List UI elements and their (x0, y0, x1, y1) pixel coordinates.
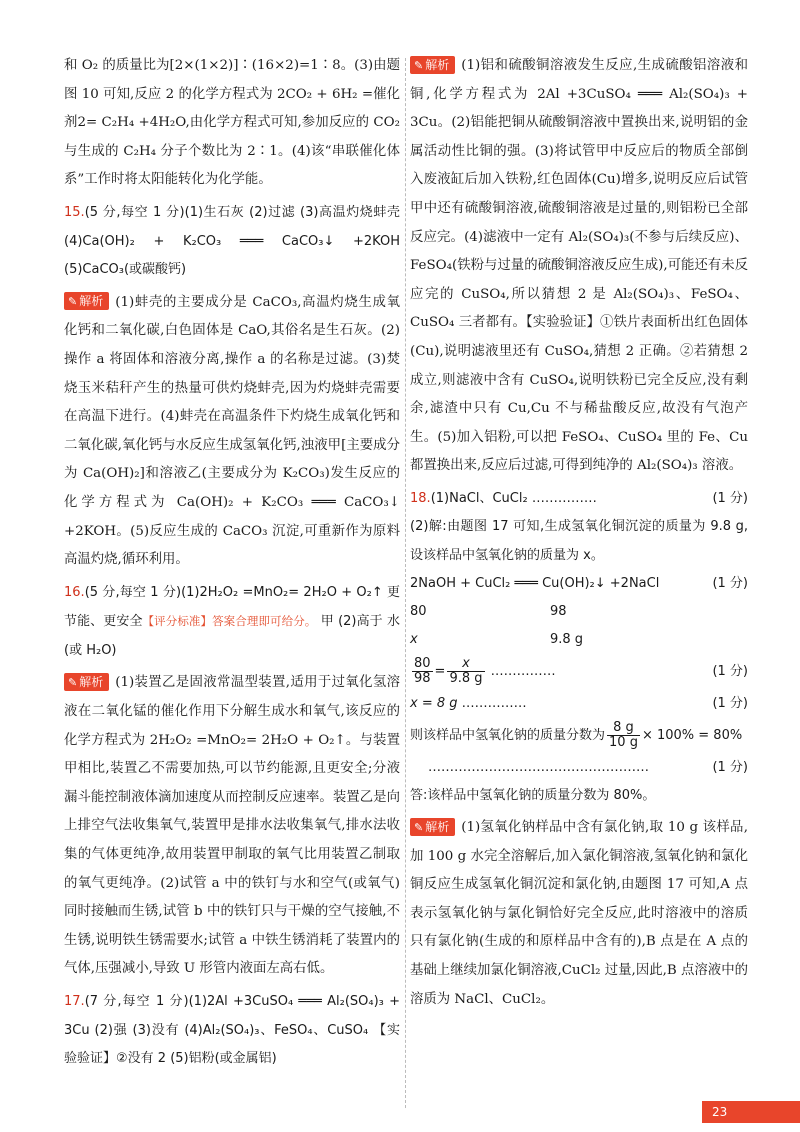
explanation-tag: ✎ 解析 (64, 673, 109, 691)
leader-dots: …………… (461, 696, 527, 712)
q18-part1: 18.(1)NaCl、CuCl₂ …………… (1 分) (410, 485, 748, 513)
left-column (64, 52, 400, 1078)
right-column (410, 52, 748, 1018)
pencil-icon: ✎ (414, 820, 424, 834)
explanation-q17 (410, 52, 748, 481)
pencil-icon: ✎ (68, 295, 78, 309)
answer-text: (5 分,每空 1 分)(1)2H₂O₂ =MnO₂= 2H₂O + O₂↑ 更节能、更安全 (64, 584, 400, 630)
explanation-q15 (64, 289, 400, 575)
answer-text: (7 分,每空 1 分)(1)2Al +3CuSO₄ ═══ Al₂(SO₄)₃ + 3Cu (2)强 (3)没有 (4)Al₂(SO₄)₃、FeSO₄、CuSO₄ 【实验验证】②没有 2 (5)铝粉(或金属铝) (64, 994, 400, 1067)
question-number: 15. (64, 204, 85, 220)
question-number: 18. (410, 490, 431, 506)
percentage-row: 则该样品中氢氧化钠的质量分数为 $\frac{8 g}{10 g}$ × 100% = 80% (410, 720, 743, 751)
answer-q15 (64, 199, 400, 285)
answer-text: (5 分,每空 1 分)(1)生石灰 (2)过滤 (3)高温灼烧蚌壳 (4)Ca(OH)₂ + K₂CO₃ ═══ CaCO₃↓ +2KOH (5)CaCO₃(或碳酸钙) (64, 204, 400, 278)
q18-part2-intro: (2)解:由题图 17 可知,生成氢氧化铜沉淀的质量为 9.8 g,设该样品中氢氧化钠的质量为 x。 (410, 518, 748, 563)
page-number: 23 (702, 1101, 800, 1123)
fraction: $\frac{80}{98}$ (414, 656, 431, 687)
score-point: (1 分) (712, 760, 748, 776)
explanation-tag: ✎ 解析 (410, 818, 455, 836)
result-row: x = 8 g …………… (1 分) (410, 690, 748, 718)
explanation-text: (1)铝和硫酸铜溶液发生反应,生成硫酸铝溶液和铜,化学方程式为 2Al +3CuSO₄ ═══ Al₂(SO₄)₃ + 3Cu。(2)铝能把铜从硫酸铜溶液中置换出来,说明铝的金属活动性比铜的强。(3)将试管甲中反应后的物质全部倒入废液缸后加入铁粉,红色固体(Cu)增多,说明反应后试管甲中还有硫酸铜溶液,硫酸铜溶液是过量的,则铝粉已全部反应完。(4)滤液中一定有 Al₂(SO₄)₃(不参与后续反应)、FeSO₄(铁粉与过量的硫酸铜溶液反应生成),可能还有未反应完的 CuSO₄,所以猜想 2 是 Al₂(SO₄)₃、FeSO₄、CuSO₄ 三者都有。【实验验证】①铁片表面析出红色固体(Cu),说明滤液里还有 CuSO₄,猜想 2 正确。②若猜想 2 成立,则滤液中含有 CuSO₄,说明铁粉已完全反应,没有剩余,滤渣中只有 Cu,Cu 不与稀盐酸反应,故没有气泡产生。(5)加入铝粉,可以把 FeSO₄、CuSO₄ 里的 Fe、Cu 都置换出来,反应后过滤,可得到纯净的 Al₂(SO₄)₃ 溶液。 (410, 58, 748, 474)
explanation-q16 (64, 669, 400, 984)
mass-row: x 9.8 g (410, 632, 584, 648)
pencil-icon: ✎ (68, 675, 78, 689)
explanation-text: (1)氢氧化钠样品中含有氯化钠,取 10 g 该样品,加 100 g 水完全溶解后,加入氯化铜溶液,氢氧化钠和氯化铜反应生成氢氧化铜沉淀和氯化钠,由题图 17 可知,A 点表示氢氧化钠与氯化铜恰好完全反应,此时溶液中的溶质只有氯化钠(生成的和原样品中含有的),B 点是在 A 点的基础上继续加氯化铜溶液,CuCl₂ 过量,因此,B 点溶液中的溶质为 NaCl、CuCl₂。 (410, 820, 748, 1007)
score-point: (1 分) (712, 664, 748, 680)
explanation-q18 (410, 814, 748, 1014)
dots-row (410, 754, 748, 782)
explanation-text: (1)装置乙是固液常温型装置,适用于过氧化氢溶液在二氧化锰的催化作用下分解生成水和氧气,该反应的化学方程式为 2H₂O₂ =MnO₂= 2H₂O + O₂↑。与装置甲相比,装置乙不需要加热,可以节约能源,且更安全;分液漏斗能控制液体滴加速度从而控制反应速率。装置乙是向上排空气法收集氧气,装置甲是排水法收集氧气,排水法收集的气体更纯净,故用装置甲制取的氧气比用装置乙制取的氧气更纯净。(2)试管 a 中的铁钉与水和空气(或氧气)同时接触而生锈,试管 b 中的铁钉只与干燥的空气接触,不生锈,说明铁生锈需要水;试管 a 中铁生锈消耗了装置内的气体,压强减小,导致 U 形管内液面左高右低。 (64, 675, 400, 977)
explanation-tag: ✎ 解析 (410, 56, 455, 74)
molar-mass-row: 80 98 (410, 604, 567, 620)
column-divider (405, 58, 406, 1108)
score-point: (1 分) (712, 576, 748, 592)
score-point: (1 分) (712, 696, 748, 712)
answer-paragraph-q14-cont: 和 O₂ 的质量比为[2×(1×2)]∶(16×2)=1∶8。(3)由题图 10 可知,反应 2 的化学方程式为 2CO₂ + 6H₂ =催化剂2= C₂H₄ +4H₂O,由化学方程式可知,参加反应的 CO₂ 与生成的 C₂H₄ 分子个数比为 2∶1。(4)该“串联催化体系”工作时将太阳能转化为化学能。 (64, 58, 400, 188)
question-number: 16. (64, 584, 85, 600)
answer-q17 (64, 988, 400, 1074)
fraction: $\frac{8 g}{10 g}$ (609, 720, 638, 751)
pencil-icon: ✎ (414, 58, 424, 72)
answer-text-cont: 甲 (2)高于 水(或 H₂O) (64, 614, 400, 658)
explanation-tag: ✎ 解析 (64, 292, 109, 310)
answer-q16 (64, 579, 400, 666)
question-number: 17. (64, 994, 85, 1009)
chem-equation: 2NaOH + CuCl₂ ═══ Cu(OH)₂↓ +2NaCl (1 分) (410, 570, 748, 598)
leader-dots: …………………………………………… (428, 760, 649, 776)
answer-q18 (410, 485, 748, 810)
leader-dots: …………… (490, 664, 556, 680)
explanation-text: (1)蚌壳的主要成分是 CaCO₃,高温灼烧生成氧化钙和二氧化碳,白色固体是 CaO,其俗名是生石灰。(2)操作 a 将固体和溶液分离,操作 a 的名称是过滤。(3)焚烧玉米秸秆产生的热量可供灼烧蚌壳,因为灼烧蚌壳需要在高温下进行。(4)蚌壳在高温条件下灼烧生成氧化钙和二氧化碳,氧化钙与水反应生成氢氧化钙,浊液甲[主要成分为 Ca(OH)₂]和溶液乙(主要成分为 K₂CO₃)发生反应的化学方程式为 Ca(OH)₂ + K₂CO₃ ═══ CaCO₃↓ +2KOH。(5)反应生成的 CaCO₃ 沉淀,可重新作为原料高温灼烧,循环利用。 (64, 294, 400, 568)
leader-dots: …………… (531, 490, 597, 506)
scoring-note: 【评分标准】答案合理即可给分。 (142, 614, 317, 629)
fraction: $\frac{x}{9.8 g}$ (449, 656, 483, 687)
final-answer: 答:该样品中氢氧化钠的质量分数为 80%。 (410, 788, 656, 804)
proportion-row: $\frac{80}{98}$ = $\frac{x}{9.8 g}$ …………… (1 分) (410, 654, 748, 690)
score-point: (1 分) (712, 490, 748, 506)
